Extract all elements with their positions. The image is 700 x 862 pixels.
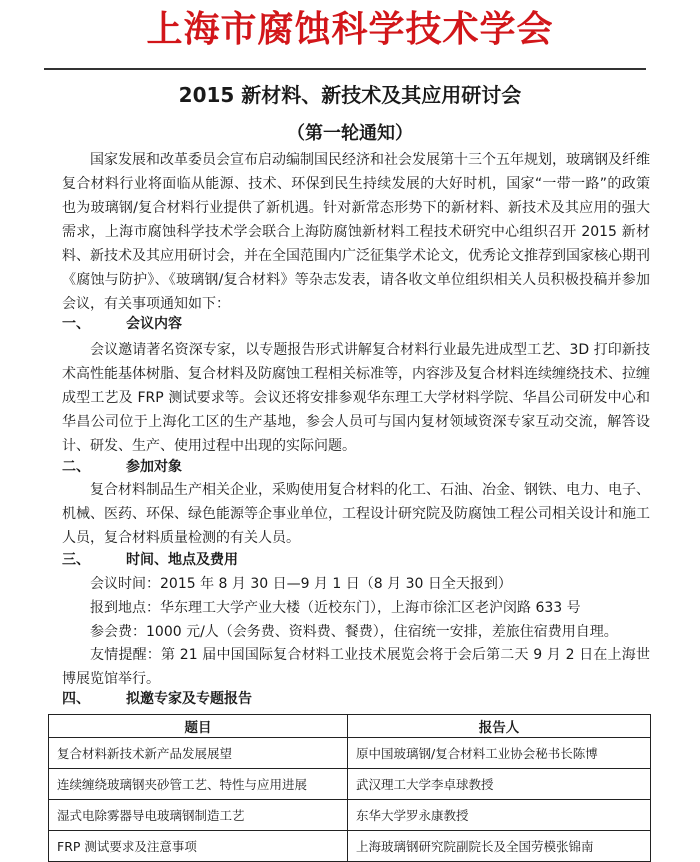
section-title: 会议内容 (126, 316, 182, 332)
intro-paragraph: 国家发展和改革委员会宣布启动编制国民经济和社会发展第十三个五年规划，玻璃钢及纤维复合材料行业将面临从能源、技术、环保到民生持续发展的大好时机，国家“一带一路”的政策也为玻璃钢/复合材料行业提供了新机遇。针对新常态形势下的新材料、新技术及其应用的强大需求，上海市腐蚀科学技术学会联合上海防腐蚀新材料工程技术研究中心组织召开 2015 新材料、新技术及其应用研讨会，并在全国范围内广泛征集学术论文，优秀论文推荐到国家核心期刊《腐蚀与防护》、《玻璃钢/复合材料》等杂志发表，请各收文单位组织相关人员积极投稿并参加会议，有关事项通知如下： (62, 152, 650, 312)
report-topic: FRP 测试要求及注意事项 (49, 831, 348, 862)
section-title: 拟邀专家及专题报告 (126, 691, 252, 707)
friendly-reminder: 友情提醒：第 21 届中国国际复合材料工业技术展览会将于会后第二天 9 月 2 日在上海世博展览馆举行。 (62, 647, 650, 687)
report-topic: 湿式电除雾器导电玻璃钢制造工艺 (49, 800, 348, 831)
table-row (49, 800, 651, 831)
report-speaker: 原中国玻璃钢/复合材料工业协会秘书长陈博 (348, 738, 651, 769)
table-row (49, 738, 651, 769)
meeting-time: 会议时间：2015 年 8 月 30 日—9 月 1 日（8 月 30 日全天报到） (90, 576, 512, 592)
section-heading (62, 549, 238, 571)
section-title: 参加对象 (126, 459, 182, 475)
meeting-venue: 报到地点：华东理工大学产业大楼（近校东门），上海市徐汇区老沪闵路 633 号 (90, 600, 581, 616)
letterhead-divider (44, 68, 646, 70)
table-row (49, 831, 651, 862)
document-subtitle: （第一轮通知） (287, 123, 413, 144)
section-number: 二、 (62, 459, 90, 475)
section-number: 四、 (62, 691, 90, 707)
table-row (49, 769, 651, 800)
speakers-table (48, 714, 651, 862)
table-header-row (49, 715, 651, 738)
section-title: 时间、地点及费用 (126, 552, 238, 568)
section-number: 三、 (62, 552, 90, 568)
section-heading (62, 456, 182, 478)
column-header: 题目 (49, 715, 348, 738)
document-title: 2015 新材料、新技术及其应用研讨会 (178, 83, 522, 107)
section-number: 一、 (62, 316, 90, 332)
section-body: 会议邀请著名资深专家，以专题报告形式讲解复合材料行业最先进成型工艺、3D 打印新技术高性能基体树脂、复合材料及防腐蚀工程相关标准等，内容涉及复合材料连续缠绕技术、拉缠成型工艺及 FRP 测试要求等。会议还将安排参观华东理工大学材料学院、华昌公司研发中心和华昌公司位于上海化工区的生产基地，参会人员可与国内复材领域资深专家互动交流，解答设计、研发、生产、使用过程中出现的实际问题。 (62, 342, 650, 454)
report-speaker: 武汉理工大学李卓球教授 (348, 769, 651, 800)
column-header: 报告人 (348, 715, 651, 738)
report-topic: 连续缠绕玻璃钢夹砂管工艺、特性与应用进展 (49, 769, 348, 800)
report-speaker: 上海玻璃钢研究院副院长及全国劳模张锦南 (348, 831, 651, 862)
report-topic: 复合材料新技术新产品发展展望 (49, 738, 348, 769)
section-body: 复合材料制品生产相关企业，采购使用复合材料的化工、石油、冶金、钢铁、电力、电子、机械、医药、环保、绿色能源等企事业单位，工程设计研究院及防腐蚀工程公司相关设计和施工人员，复合材料质量检测的有关人员。 (62, 482, 650, 546)
meeting-fee: 参会费：1000 元/人（会务费、资料费、餐费），住宿统一安排，差旅住宿费用自理。 (90, 624, 618, 640)
section-heading (62, 313, 182, 335)
report-speaker: 东华大学罗永康教授 (348, 800, 651, 831)
section-heading (62, 688, 252, 710)
org-letterhead: 上海市腐蚀科学技术学会 (146, 9, 554, 50)
